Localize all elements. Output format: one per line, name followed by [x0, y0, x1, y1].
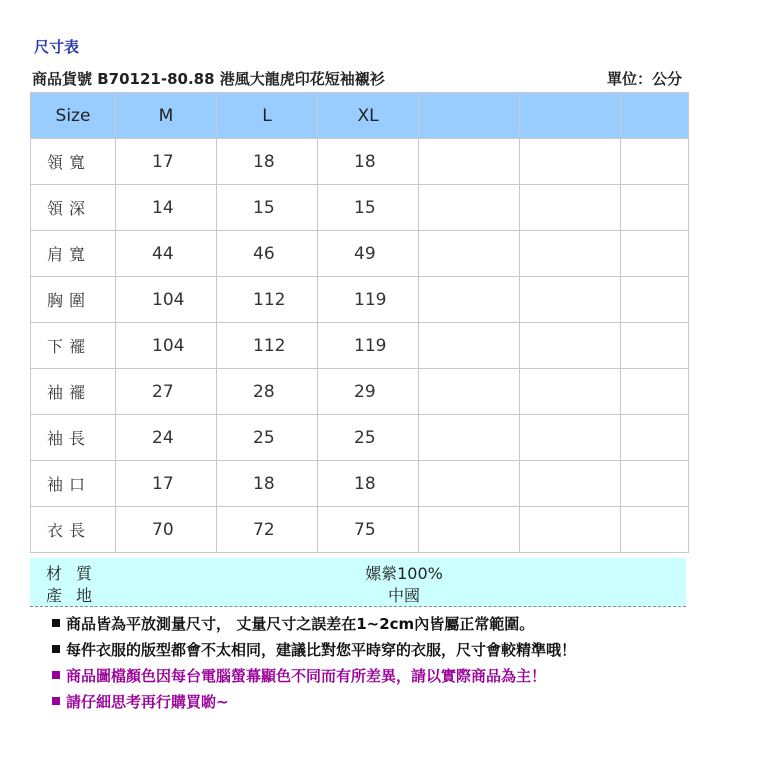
cell-m: 17	[116, 461, 217, 507]
header-empty	[419, 93, 520, 139]
square-bullet-icon	[52, 697, 60, 705]
cell-l: 18	[217, 139, 318, 185]
cell-xl: 18	[318, 139, 419, 185]
header-size: Size	[31, 93, 116, 139]
cell-empty	[621, 231, 689, 277]
cell-empty	[621, 507, 689, 553]
cell-xl: 119	[318, 277, 419, 323]
row-label: 肩寬	[31, 231, 116, 277]
cell-l: 15	[217, 185, 318, 231]
cell-xl: 15	[318, 185, 419, 231]
cell-m: 104	[116, 323, 217, 369]
cell-empty	[419, 323, 520, 369]
notes-list	[52, 612, 576, 716]
cell-empty	[520, 185, 621, 231]
material-value: 嫘縈100%	[365, 564, 443, 583]
cell-xl: 119	[318, 323, 419, 369]
product-id	[32, 68, 385, 89]
table-row	[31, 415, 689, 461]
cell-xl: 29	[318, 369, 419, 415]
table-row	[31, 461, 689, 507]
cell-l: 112	[217, 277, 318, 323]
material-info-box	[30, 558, 686, 607]
square-bullet-icon	[52, 645, 60, 653]
cell-l: 25	[217, 415, 318, 461]
cell-l: 46	[217, 231, 318, 277]
note-item	[52, 612, 576, 638]
cell-xl: 75	[318, 507, 419, 553]
cell-m: 44	[116, 231, 217, 277]
note-item	[52, 690, 576, 716]
header-l: L	[217, 93, 318, 139]
row-label: 胸圍	[31, 277, 116, 323]
cell-empty	[520, 139, 621, 185]
cell-empty	[419, 461, 520, 507]
cell-empty	[520, 507, 621, 553]
product-code: B70121-80.88	[97, 70, 215, 88]
row-label: 衣長	[31, 507, 116, 553]
table-row	[31, 231, 689, 277]
cell-empty	[419, 277, 520, 323]
cell-empty	[621, 139, 689, 185]
product-name: 港風大龍虎印花短袖襯衫	[219, 70, 385, 88]
cell-empty	[621, 185, 689, 231]
header-m: M	[116, 93, 217, 139]
table-row	[31, 323, 689, 369]
cell-empty	[520, 277, 621, 323]
cell-xl: 49	[318, 231, 419, 277]
note-text: 商品圖檔顏色因每台電腦螢幕顯色不同而有所差異，請以實際商品為主！	[66, 667, 547, 685]
note-text: 商品皆為平放測量尺寸， 丈量尺寸之誤差在1~2cm內皆屬正常範圍。	[66, 615, 535, 633]
table-row	[31, 369, 689, 415]
note-text: 請仔細思考再行購買喲~	[66, 693, 229, 711]
row-label: 領深	[31, 185, 116, 231]
note-item	[52, 638, 576, 664]
origin-row	[30, 583, 686, 603]
header-empty	[621, 93, 689, 139]
cell-empty	[621, 323, 689, 369]
header-empty	[520, 93, 621, 139]
size-table	[30, 92, 689, 553]
cell-empty	[520, 415, 621, 461]
table-row	[31, 139, 689, 185]
cell-empty	[520, 369, 621, 415]
cell-l: 18	[217, 461, 318, 507]
row-label: 袖襬	[31, 369, 116, 415]
origin-value: 中國	[387, 586, 420, 605]
cell-m: 70	[116, 507, 217, 553]
cell-m: 24	[116, 415, 217, 461]
material-row	[30, 561, 686, 581]
material-label: 材質	[46, 564, 107, 583]
cell-empty	[520, 323, 621, 369]
unit-label: 單位：公分	[606, 70, 682, 88]
row-label: 袖長	[31, 415, 116, 461]
cell-empty	[520, 461, 621, 507]
header-xl: XL	[318, 93, 419, 139]
table-row	[31, 185, 689, 231]
note-item	[52, 664, 576, 690]
cell-empty	[419, 369, 520, 415]
row-label: 袖口	[31, 461, 116, 507]
cell-empty	[520, 231, 621, 277]
cell-empty	[419, 415, 520, 461]
cell-empty	[419, 185, 520, 231]
cell-empty	[621, 461, 689, 507]
cell-empty	[621, 369, 689, 415]
origin-label: 產地	[46, 586, 107, 605]
cell-m: 14	[116, 185, 217, 231]
row-label: 領寬	[31, 139, 116, 185]
table-row	[31, 507, 689, 553]
cell-empty	[621, 277, 689, 323]
cell-empty	[621, 415, 689, 461]
cell-empty	[419, 139, 520, 185]
cell-empty	[419, 231, 520, 277]
product-code-label: 商品貨號	[32, 70, 93, 88]
cell-xl: 18	[318, 461, 419, 507]
cell-l: 112	[217, 323, 318, 369]
cell-l: 28	[217, 369, 318, 415]
square-bullet-icon	[52, 671, 60, 679]
table-row	[31, 277, 689, 323]
cell-xl: 25	[318, 415, 419, 461]
cell-m: 104	[116, 277, 217, 323]
product-info-line	[32, 68, 688, 90]
cell-l: 72	[217, 507, 318, 553]
page-title: 尺寸表	[34, 38, 80, 56]
row-label: 下襬	[31, 323, 116, 369]
cell-m: 17	[116, 139, 217, 185]
cell-empty	[419, 507, 520, 553]
note-text: 每件衣服的版型都會不太相同，建議比對您平時穿的衣服，尺寸會較精準哦！	[66, 641, 577, 659]
square-bullet-icon	[52, 619, 60, 627]
table-header-row	[31, 93, 689, 139]
cell-m: 27	[116, 369, 217, 415]
